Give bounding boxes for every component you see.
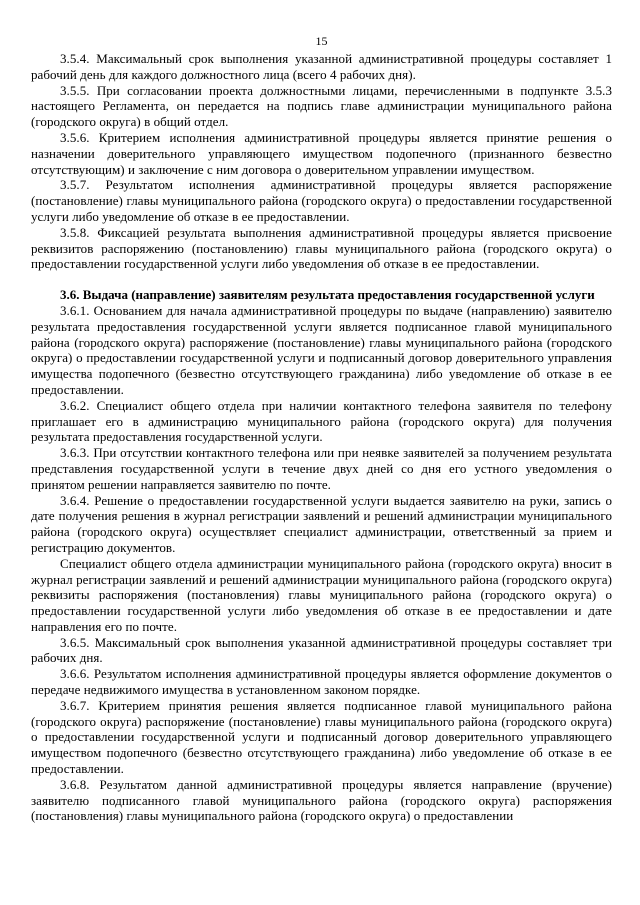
paragraph-3-6-1: 3.6.1. Основанием для начала административной процедуры по выдаче (направлению) заявителю результата предоставления государственной услуги является подписанное главой муниципального района (городского округа) распоряжение (постановление) главы муниципального района (городского округа) о предоставлении государственной услуги и подписанный договор доверительного управления имущества подопечного (безвестно отсутствующего гражданина) либо уведомление об отказе в ее предоставлении.	[31, 302, 612, 397]
paragraph-3-6-4: 3.6.4. Решение о предоставлении государственной услуги выдается заявителю на руки, запись о дате получения решения в журнал регистрации заявлений и решений администрации муниципального района (городского округа) осуществляет специалист администрации, ответственный за прием и регистрацию документов.	[31, 492, 612, 555]
page-number: 15	[315, 34, 328, 48]
paragraph-3-6-3: 3.6.3. При отсутствии контактного телефона или при неявке заявителей за получением результата представления государственной услуги в течение двух дней со дня его устного уведомления о принятом решении направляется заявителю по почте.	[31, 445, 612, 492]
paragraph-3-5-7: 3.5.7. Результатом исполнения административной процедуры является распоряжение (постановление) главы муниципального района (городского округа) о предоставлении государственной услуги либо уведомление об отказе в ее предоставлении.	[31, 177, 612, 224]
paragraph-3-6-6: 3.6.6. Результатом исполнения административной процедуры является оформление документов о передаче недвижимого имущества в установленном законом порядке.	[31, 666, 612, 698]
paragraph-3-5-6: 3.5.6. Критерием исполнения административной процедуры является принятие решения о назначении доверительного управляющего имуществом подопечного (признанного безвестно отсутствующим) и заключение с ним договора о доверительном управлении имуществом.	[31, 129, 612, 177]
paragraph-3-5-4: 3.5.4. Максимальный срок выполнения указанной административной процедуры составляет 1 рабочий день для каждого должностного лица (всего 4 рабочих дня).	[31, 51, 612, 82]
paragraph-specialist: Специалист общего отдела администрации муниципального района (городского округа) вносит в журнал регистрации заявлений и решений администрации муниципального района (городского округа) реквизиты распоряжения (постановления) главы муниципального района (городского округа) о предоставлении государственной услуги либо уведомления об отказе в ее предоставлении и дате направления его по почте.	[31, 555, 612, 634]
paragraph-3-6-7: 3.6.7. Критерием принятия решения является подписанное главой муниципального района (городского округа) распоряжение (постановление) главы муниципального района (городского округа) о предоставлении государственной услуги и подписанный договор доверительного управляющего имуществом подопечного (безвестно отсутствующего гражданина) либо уведомление об отказе в ее предоставлении.	[31, 697, 612, 777]
paragraph-3-6-2: 3.6.2. Специалист общего отдела при наличии контактного телефона заявителя по телефону приглашает его в администрацию муниципального района (городского округа) для получения результата предоставления государственной услуги.	[31, 397, 612, 445]
paragraph-3-6-5: 3.6.5. Максимальный срок выполнения указанной административной процедуры составляет три рабочих дня.	[31, 634, 612, 666]
section-heading-3-6: 3.6. Выдача (направление) заявителям результата предоставления государственной услуги	[60, 287, 595, 303]
paragraph-3-6-8: 3.6.8. Результатом данной административной процедуры является направление (вручение) заявителю подписанного главой муниципального района (городского округа) распоряжения (постановления) главы муниципального района (городского округа) о предоставлении	[31, 776, 612, 824]
paragraph-3-5-5: 3.5.5. При согласовании проекта должностными лицами, перечисленными в подпункте 3.5.3 настоящего Регламента, он передается на подпись главе администрации муниципального района (городского округа) в общий отдел.	[31, 82, 612, 130]
paragraph-3-5-8: 3.5.8. Фиксацией результата выполнения административной процедуры является присвоение реквизитов распоряжению (постановлению) главы муниципального района (городского округа) о предоставлении государственной услуги либо уведомления об отказе в ее предоставлении.	[31, 224, 612, 272]
